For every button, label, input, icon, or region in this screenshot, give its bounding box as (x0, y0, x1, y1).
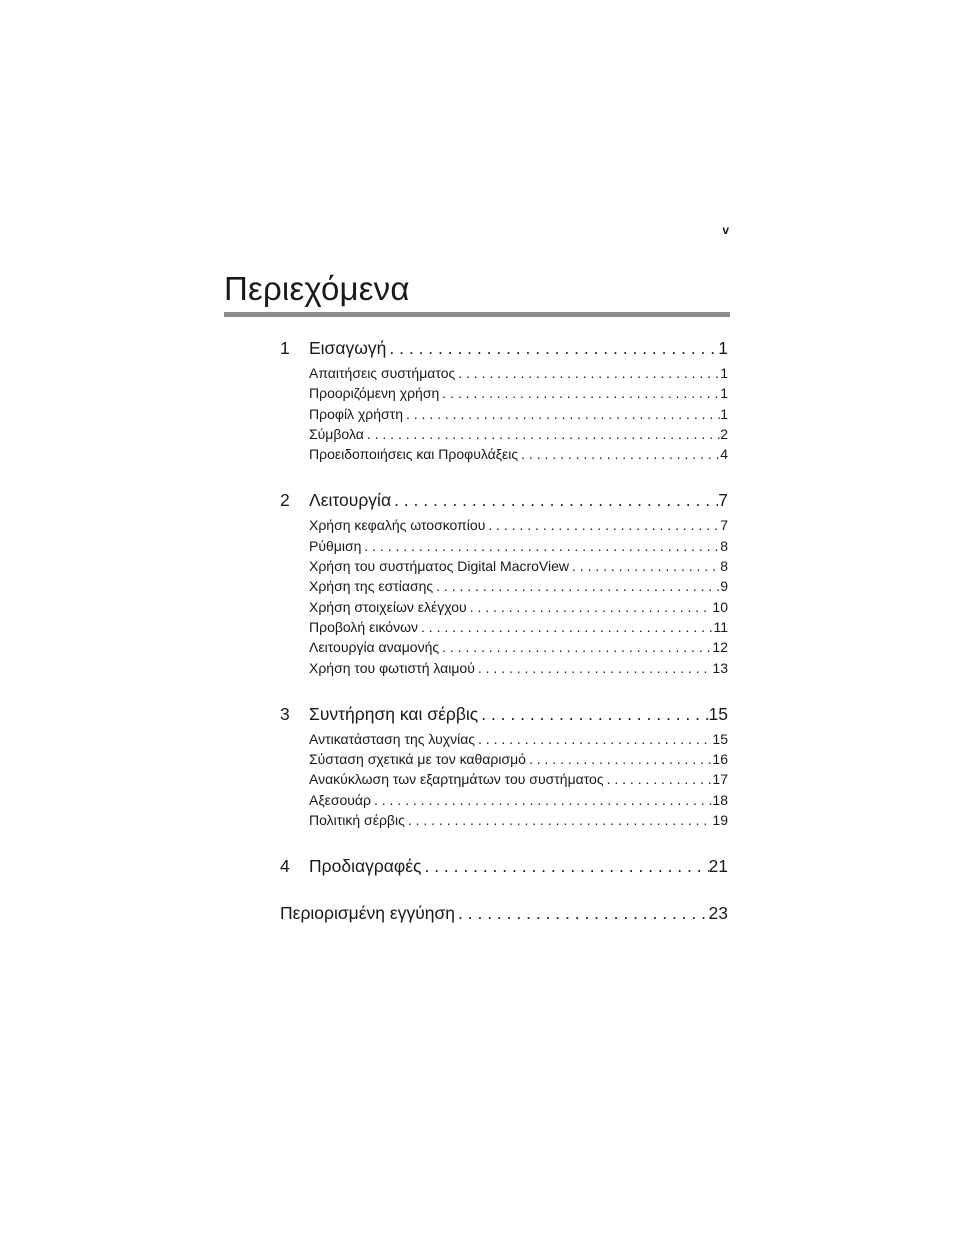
section-title: Προφίλ χρήστη (309, 405, 403, 422)
toc-chapter-4 (280, 854, 728, 878)
section-title: Λειτουργία αναμονής (309, 639, 440, 656)
section-page: 18 (712, 791, 728, 808)
dot-leader (485, 515, 720, 535)
section-title: Προοριζόμενη χρήση (309, 385, 440, 402)
toc-chapter-row[interactable] (280, 854, 728, 878)
dot-leader (569, 556, 720, 576)
dot-leader (455, 901, 709, 925)
toc-chapter-3 (280, 702, 728, 830)
dot-leader (386, 336, 718, 360)
dot-leader (478, 702, 708, 726)
section-page: 1 (720, 385, 728, 402)
section-page: 15 (712, 730, 728, 747)
dot-leader (439, 383, 720, 403)
chapter-title: Λειτουργία (309, 490, 392, 511)
chapter-page: 7 (718, 490, 728, 511)
section-page: 1 (720, 405, 728, 422)
toc-chapter-row[interactable] (280, 702, 728, 726)
chapter-title: Συντήρηση και σέρβις (309, 703, 479, 724)
section-page: 8 (720, 558, 728, 575)
section-title: Αξεσουάρ (309, 791, 371, 808)
chapter-number: 2 (280, 490, 290, 511)
toc-chapter-row[interactable] (280, 488, 728, 512)
toc-section-row[interactable] (309, 749, 728, 769)
dot-leader (604, 769, 713, 789)
dot-leader (455, 363, 720, 383)
toc-section-row[interactable] (309, 424, 728, 444)
section-title: Χρήση στοιχείων ελέγχου (309, 598, 467, 615)
dot-leader (475, 729, 712, 749)
dot-leader (361, 536, 720, 556)
toc-section-row[interactable] (309, 597, 728, 617)
warranty-page: 23 (708, 903, 728, 924)
section-title: Χρήση του φωτιστή λαιμού (309, 659, 475, 676)
chapter-title: Προδιαγραφές (309, 856, 422, 877)
section-page: 1 (720, 365, 728, 381)
section-page: 19 (712, 812, 728, 829)
chapter-page: 15 (708, 703, 728, 724)
toc-section-row[interactable] (309, 515, 728, 535)
toc-section-row[interactable] (309, 536, 728, 556)
section-page: 16 (712, 751, 728, 768)
toc-section-row[interactable] (309, 637, 728, 657)
toc-section-row[interactable] (309, 658, 728, 678)
section-title: Σύσταση σχετικά με τον καθαρισμό (309, 751, 526, 768)
toc-warranty-row[interactable] (280, 901, 728, 925)
dot-leader (405, 810, 713, 830)
dot-leader (439, 637, 712, 657)
section-title: Σύμβολα (309, 425, 364, 442)
toc-section-row[interactable] (309, 810, 728, 830)
chapter-number: 3 (280, 703, 290, 724)
section-page: 10 (712, 598, 728, 615)
toc-chapter-row[interactable] (280, 336, 728, 360)
dot-leader (364, 424, 720, 444)
toc-section-row[interactable] (309, 363, 728, 383)
toc-chapter-2 (280, 488, 728, 677)
dot-leader (421, 854, 708, 878)
dot-leader (433, 576, 720, 596)
dot-leader (518, 444, 720, 464)
dot-leader (391, 488, 718, 512)
section-page: 12 (712, 639, 728, 656)
section-title: Απαιτήσεις συστήματος (309, 365, 456, 381)
section-page: 7 (720, 517, 728, 534)
section-title: Χρήση της εστίασης (309, 578, 434, 595)
toc-section-row[interactable] (309, 383, 728, 403)
title-rule (224, 312, 730, 317)
section-page: 13 (712, 659, 728, 676)
dot-leader (475, 658, 713, 678)
section-title: Χρήση του συστήματος Digital MacroView (309, 558, 570, 575)
section-list (280, 515, 728, 677)
section-title: Ρύθμιση (309, 537, 362, 554)
chapter-page: 1 (718, 338, 728, 358)
toc-section-row[interactable] (309, 790, 728, 810)
toc-section-row[interactable] (309, 576, 728, 596)
section-page: 8 (720, 537, 728, 554)
toc-section-row[interactable] (309, 444, 728, 464)
section-list (280, 729, 728, 830)
dot-leader (467, 597, 713, 617)
dot-leader (371, 790, 712, 810)
dot-leader (403, 404, 720, 424)
section-page: 2 (720, 425, 728, 442)
chapter-number: 4 (280, 856, 290, 877)
section-title: Πολιτική σέρβις (309, 812, 405, 829)
page-number: v (722, 223, 729, 237)
chapter-page: 21 (708, 856, 728, 877)
warranty-title: Περιορισμένη εγγύηση (280, 903, 456, 924)
section-title: Αντικατάσταση της λυχνίας (309, 730, 476, 747)
toc-section-row[interactable] (309, 729, 728, 749)
dot-leader (526, 749, 712, 769)
section-page: 9 (720, 578, 728, 595)
toc-section-row[interactable] (309, 617, 728, 637)
section-page: 11 (713, 618, 728, 635)
section-page: 4 (720, 446, 728, 463)
toc-section-row[interactable] (309, 769, 728, 789)
page-title: Περιεχόμενα (224, 270, 410, 307)
section-title: Προειδοποιήσεις και Προφυλάξεις (309, 446, 519, 463)
chapter-title: Εισαγωγή (309, 338, 387, 358)
section-title: Ανακύκλωση των εξαρτημάτων του συστήματος (309, 771, 604, 788)
toc-section-row[interactable] (309, 404, 728, 424)
section-title: Χρήση κεφαλής ωτοσκοπίου (309, 517, 486, 534)
dot-leader (418, 617, 713, 637)
toc-chapter-1 (280, 336, 728, 464)
section-list (280, 363, 728, 464)
toc-section-row[interactable] (309, 556, 728, 576)
section-page: 17 (712, 771, 728, 788)
chapter-number: 1 (280, 338, 290, 358)
table-of-contents (280, 336, 728, 925)
section-title: Προβολή εικόνων (309, 618, 419, 635)
